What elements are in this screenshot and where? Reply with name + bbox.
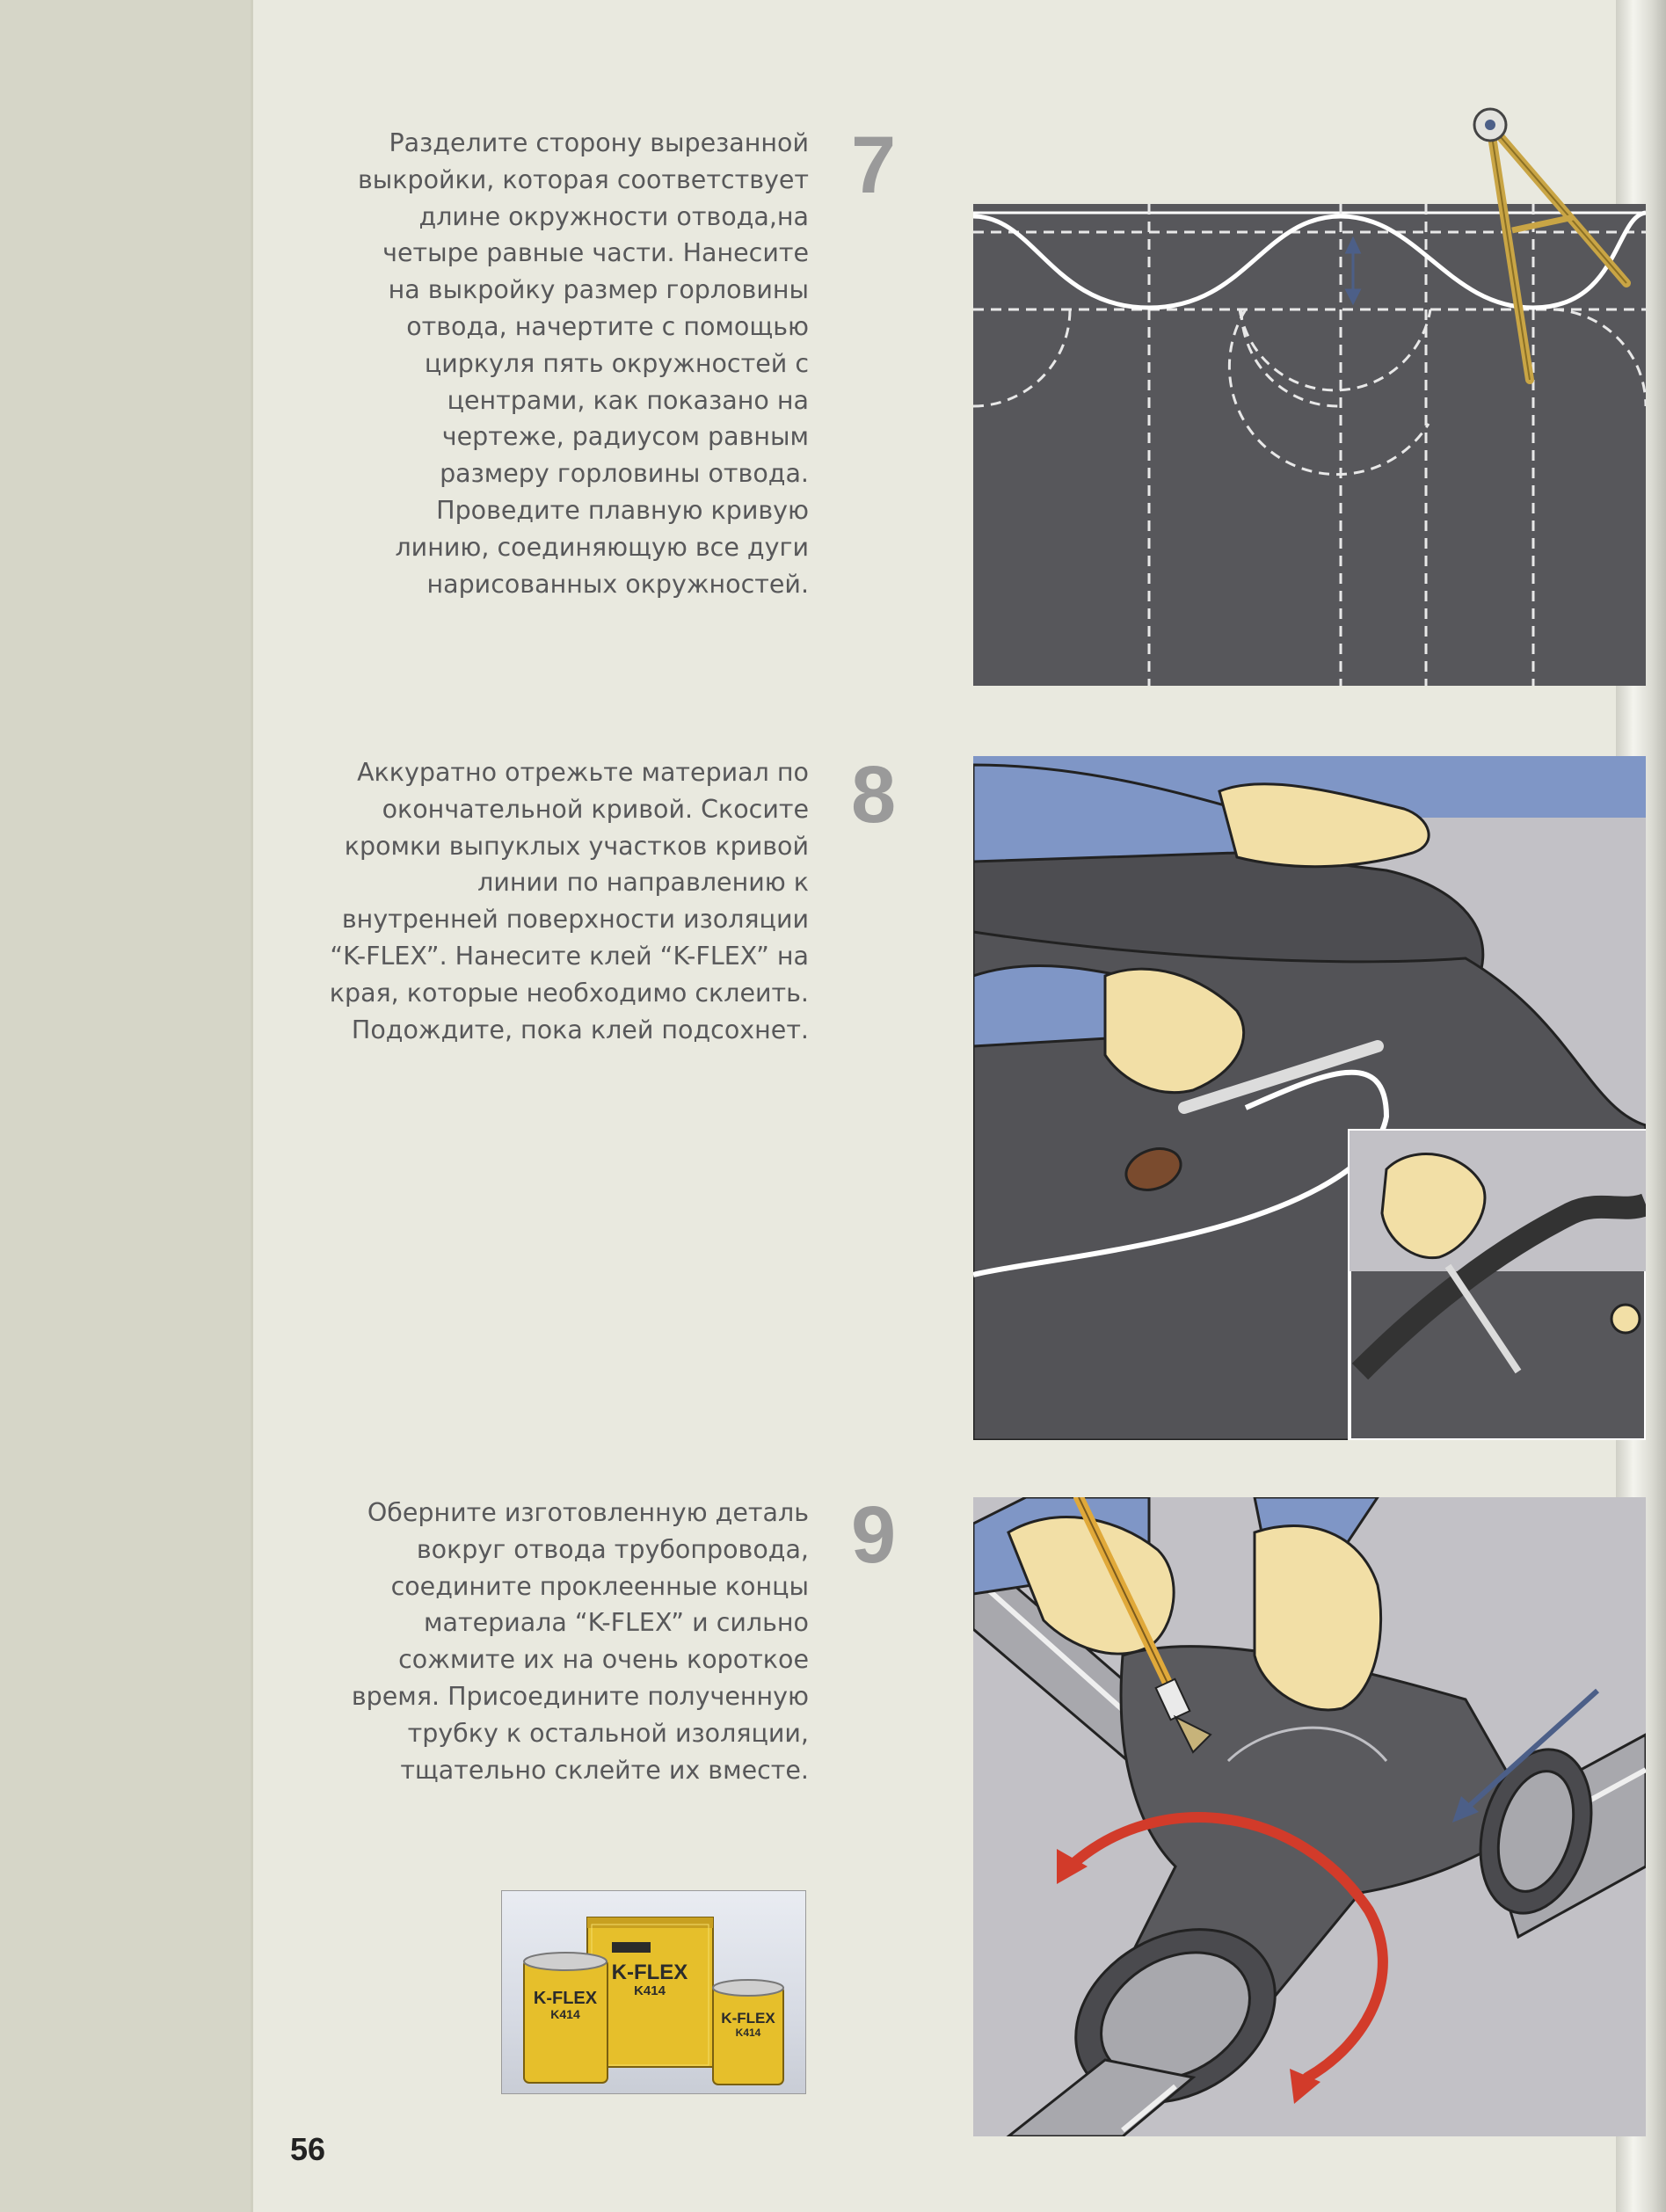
can-right-brand: K-FLEX xyxy=(721,2010,775,2026)
product-photo xyxy=(501,1890,806,2094)
can-right xyxy=(713,1980,783,2085)
left-margin-edge xyxy=(251,0,253,2212)
step-7-number: 7 xyxy=(851,120,897,210)
left-margin-band xyxy=(0,0,251,2212)
step-8-illustration xyxy=(973,756,1646,1440)
can-right-model: K414 xyxy=(735,2026,761,2039)
can-left-model: K414 xyxy=(550,2007,580,2021)
can-left-brand: K-FLEX xyxy=(533,1989,598,2008)
can-large-model: K414 xyxy=(634,1983,666,1998)
can-left xyxy=(524,1953,607,2083)
page-number: 56 xyxy=(290,2131,326,2167)
step-7-text: Разделите сторону вырезанной выкройки, которая соответствует длине окружности отвода,на четыре равные части. Нанесите на выкройку размер горловины отвода, начертите с помощью циркуля пять окружностей с центрами, как показано на чертеже, радиусом равным размеру горловины отвода. Проведите плавную кривую линию, соединяющую все дуги нарисованных окружностей. xyxy=(357,128,809,599)
step-9-text: Оберните изготовленную деталь вокруг отвода трубопровода, соедините проклеенные концы материала “K-FLEX” и сильно сожмите их на очень короткое время. Присоедините полученную трубку к остальной изоляции, тщательно склейте их вместе. xyxy=(351,1498,809,1785)
step-9-number: 9 xyxy=(851,1490,897,1580)
can-large-brand: K-FLEX xyxy=(611,1961,688,1984)
compass-tool xyxy=(1442,98,1644,389)
step-8-text: Аккуратно отрежьте материал по окончательной кривой. Скосите кромки выпуклых участков кривой линии по направлению к внутренней поверхности изоляции “K-FLEX”. Нанесите клей “K-FLEX” на края, которые необходимо склеить. Подождите, пока клей подсохнет. xyxy=(329,758,809,1044)
step-9-illustration xyxy=(973,1497,1646,2136)
step-8-number: 8 xyxy=(851,750,897,840)
